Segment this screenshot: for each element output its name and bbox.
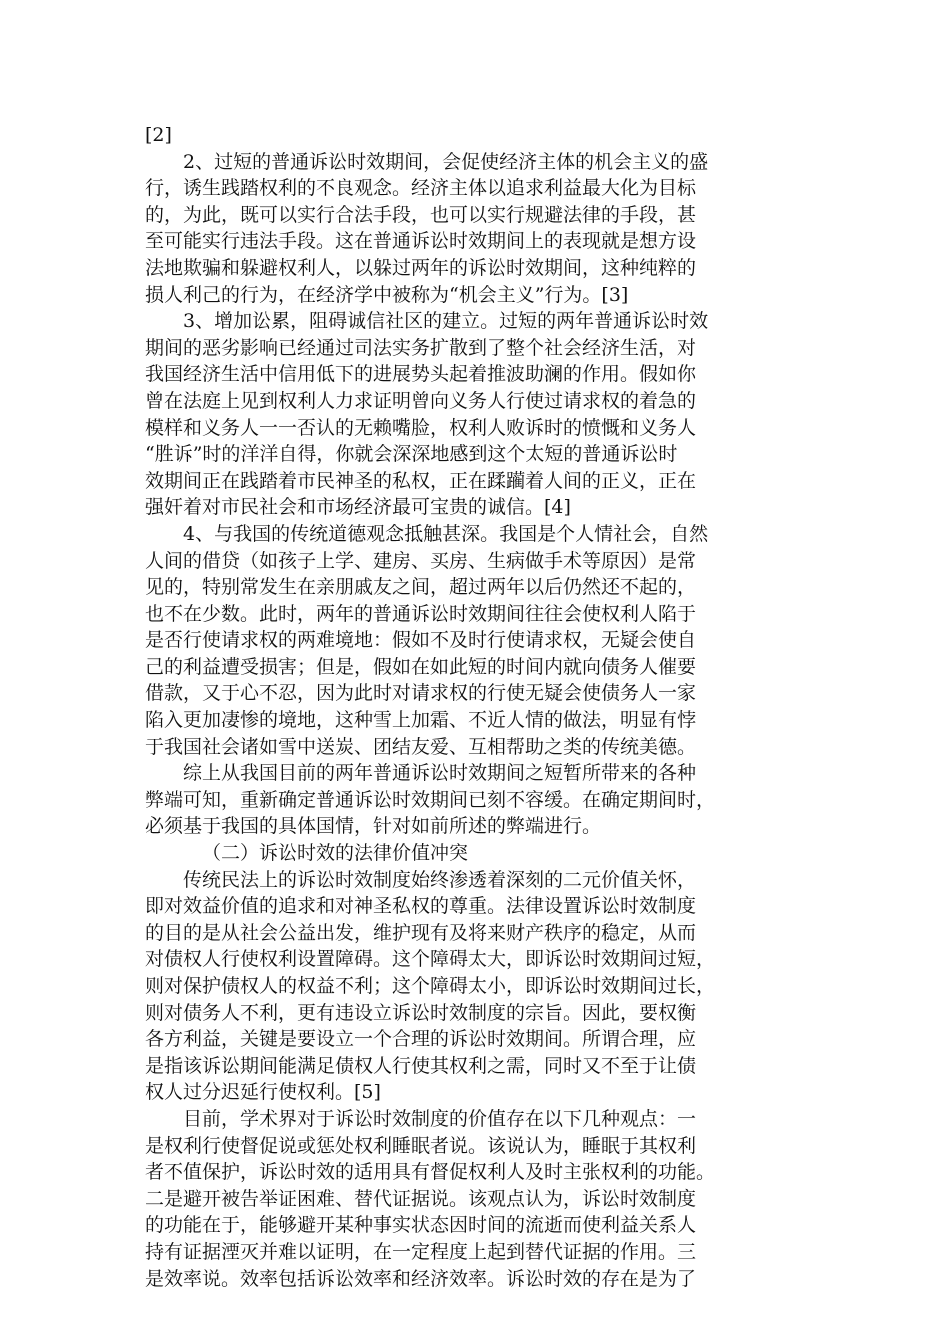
text-line: 我国经济生活中信用低下的进展势头起着推波助澜的作用。假如你 xyxy=(145,363,697,386)
paragraph-first-line: 2、过短的普通诉讼时效期间，会促使经济主体的机会主义的盛 xyxy=(183,150,709,173)
text-line: “胜诉”时的洋洋自得，你就会深深地感到这个太短的普通诉讼时 xyxy=(145,443,678,466)
text-line: 各方利益，关键是要设立一个合理的诉讼时效期间。所谓合理，应 xyxy=(145,1028,697,1051)
text-line: 对债权人行使权利设置障碍。这个障碍太大，即诉讼时效期间过短， xyxy=(145,948,716,971)
section-heading: （二）诉讼时效的法律价值冲突 xyxy=(202,842,469,865)
text-line: 借款，又于心不忍，因为此时对请求权的行使无疑会使债务人一家 xyxy=(145,682,697,705)
text-line: 强奸着对市民社会和市场经济最可宝贵的诚信。[4] xyxy=(145,496,571,519)
text-line: 是指该诉讼期间能满足债权人行使其权利之需，同时又不至于让债 xyxy=(145,1054,697,1077)
text-line: 必须基于我国的具体国情，针对如前所述的弊端进行。 xyxy=(145,815,602,838)
text-line: 模样和义务人一一否认的无赖嘴脸，权利人败诉时的愤慨和义务人 xyxy=(145,416,697,439)
text-line: 权人过分迟延行使权利。[5] xyxy=(145,1081,381,1104)
text-line: 于我国社会诸如雪中送炭、团结友爱、互相帮助之类的传统美德。 xyxy=(145,735,697,758)
text-line: 行，诱生践踏权利的不良观念。经济主体以追求利益最大化为目标 xyxy=(145,177,697,200)
paragraph-first-line: 3、增加讼累，阻碍诚信社区的建立。过短的两年普通诉讼时效 xyxy=(183,310,709,333)
text-line: 效期间正在践踏着市民神圣的私权，正在蹂躏着人间的正义，正在 xyxy=(145,469,697,492)
text-line: 二是避开被告举证困难、替代证据说。该观点认为，诉讼时效制度 xyxy=(145,1187,697,1210)
text-line: 是权利行使督促说或惩处权利睡眠者说。该说认为，睡眠于其权利 xyxy=(145,1134,697,1157)
text-line: 是效率说。效率包括诉讼效率和经济效率。诉讼时效的存在是为了 xyxy=(145,1267,697,1290)
text-line: 的目的是从社会公益出发，维护现有及将来财产秩序的稳定，从而 xyxy=(145,921,697,944)
text-line: 陷入更加凄惨的境地，这种雪上加霜、不近人情的做法，明显有悖 xyxy=(145,709,697,732)
document-body xyxy=(145,122,810,1292)
text-line: 曾在法庭上见到权利人力求证明曾向义务人行使过请求权的着急的 xyxy=(145,389,697,412)
text-line: 法地欺骗和躲避权利人，以躲过两年的诉讼时效期间，这种纯粹的 xyxy=(145,256,697,279)
text-line: 的，为此，既可以实行合法手段，也可以实行规避法律的手段，甚 xyxy=(145,203,697,226)
text-line: 弊端可知，重新确定普通诉讼时效期间已刻不容缓。在确定期间时， xyxy=(145,788,716,811)
paragraph-first-line: 综上从我国目前的两年普通诉讼时效期间之短暂所带来的各种 xyxy=(183,762,697,785)
text-line: 损人利己的行为，在经济学中被称为“机会主义”行为。[3] xyxy=(145,283,629,306)
paragraph-first-line: 4、与我国的传统道德观念抵触甚深。我国是个人情社会，自然 xyxy=(183,522,709,545)
text-line: 则对债务人不利，更有违设立诉讼时效制度的宗旨。因此，要权衡 xyxy=(145,1001,697,1024)
text-line: 则对保护债权人的权益不利；这个障碍太小，即诉讼时效期间过长， xyxy=(145,975,716,997)
text-line: 至可能实行违法手段。这在普通诉讼时效期间上的表现就是想方设 xyxy=(145,230,697,253)
text-line: 的功能在于，能够避开某种事实状态因时间的流逝而使利益关系人 xyxy=(145,1214,697,1237)
text-line: 是否行使请求权的两难境地：假如不及时行使请求权，无疑会使自 xyxy=(145,629,697,652)
paragraph-first-line: 目前，学术界对于诉讼时效制度的价值存在以下几种观点：一 xyxy=(183,1107,697,1130)
text-line: 者不值保护，诉讼时效的适用具有督促权利人及时主张权利的功能。 xyxy=(145,1161,716,1184)
text-line: [2] xyxy=(145,124,172,146)
text-line: 期间的恶劣影响已经通过司法实务扩散到了整个社会经济生活，对 xyxy=(145,336,697,359)
text-line: 也不在少数。此时，两年的普通诉讼时效期间往往会使权利人陷于 xyxy=(145,602,697,625)
text-line: 己的利益遭受损害；但是，假如在如此短的时间内就向债务人催要 xyxy=(145,655,697,678)
text-line: 见的，特别常发生在亲朋戚友之间，超过两年以后仍然还不起的， xyxy=(145,576,697,599)
text-line: 持有证据湮灭并难以证明，在一定程度上起到替代证据的作用。三 xyxy=(145,1240,697,1263)
text-line: 人间的借贷（如孩子上学、建房、买房、生病做手术等原因）是常 xyxy=(145,549,697,572)
paragraph-first-line: 传统民法上的诉讼时效制度始终渗透着深刻的二元价值关怀， xyxy=(183,868,697,891)
text-line: 即对效益价值的追求和对神圣私权的尊重。法律设置诉讼时效制度 xyxy=(145,895,697,918)
